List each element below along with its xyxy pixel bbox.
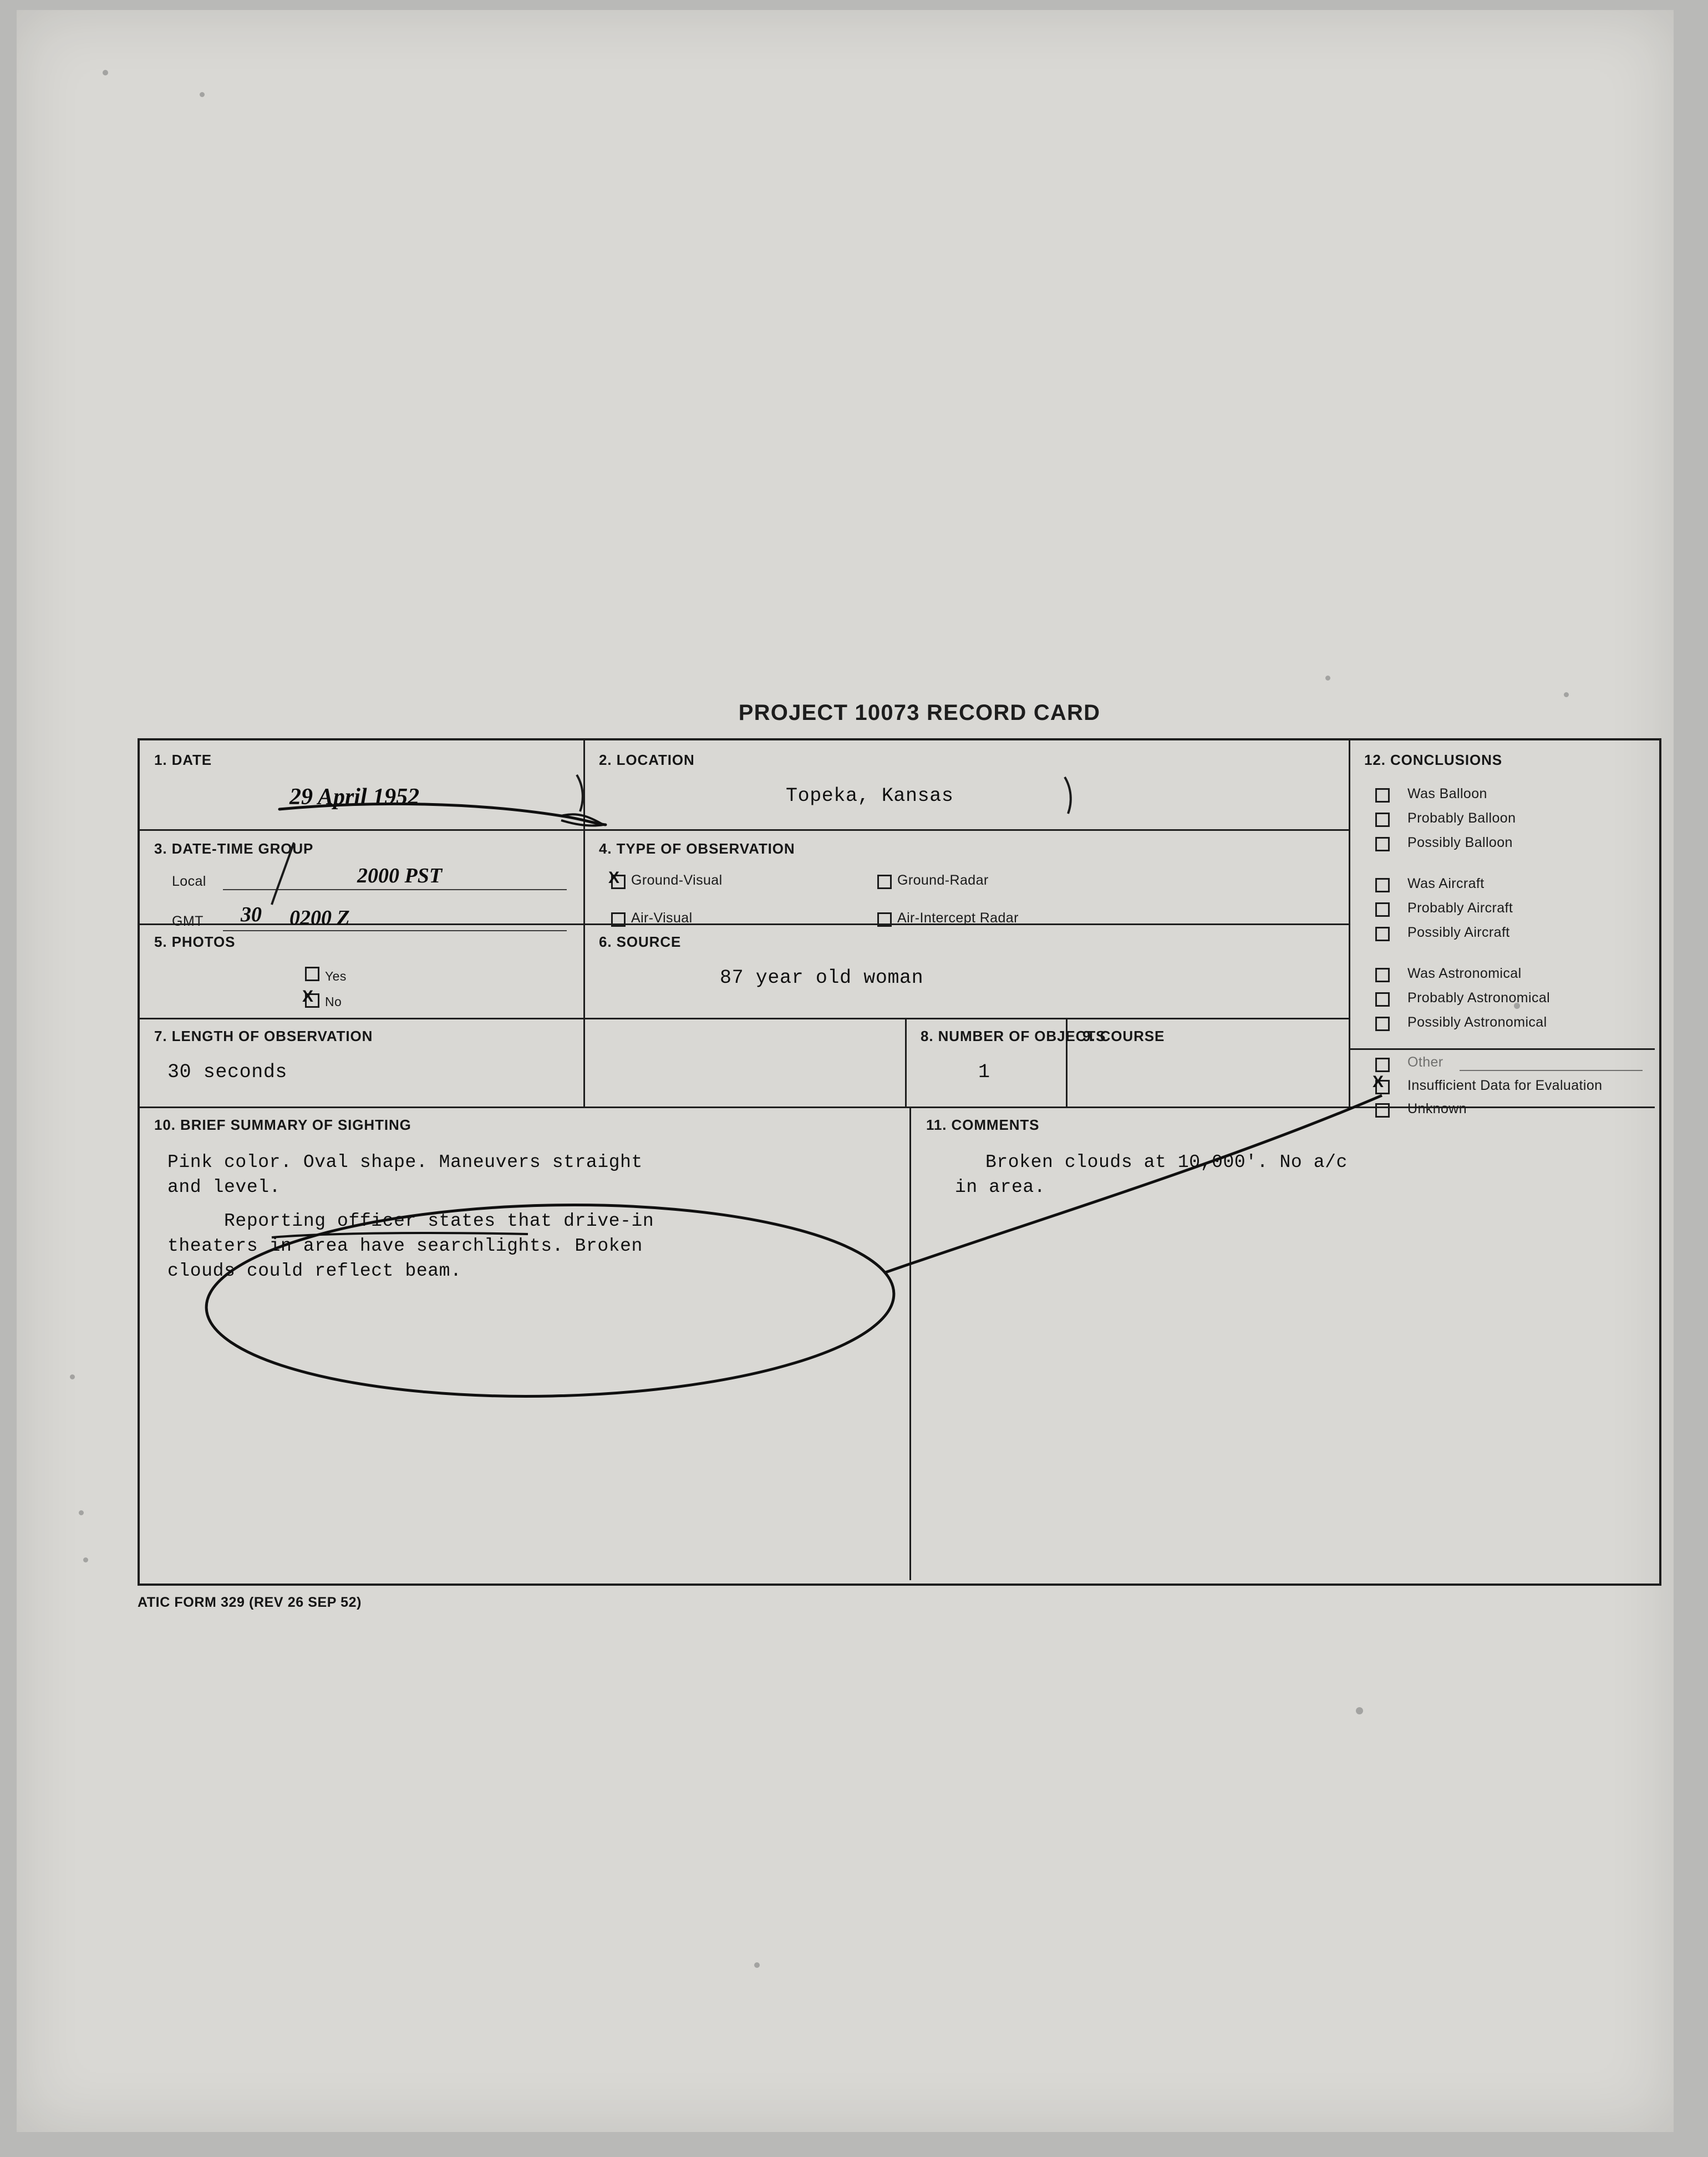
field-value-date: 29 April 1952 bbox=[289, 784, 420, 810]
option-label-possibly-aircraft: Possibly Aircraft bbox=[1407, 925, 1510, 940]
speckle bbox=[754, 1962, 760, 1968]
option-label-insufficient-data: Insufficient Data for Evaluation bbox=[1407, 1078, 1603, 1093]
gmt-value: 0200 Z bbox=[289, 906, 350, 930]
speckle bbox=[83, 1557, 88, 1562]
form-number: ATIC FORM 329 (REV 26 SEP 52) bbox=[138, 1595, 362, 1610]
option-label-possibly-balloon: Possibly Balloon bbox=[1407, 835, 1513, 850]
option-label-probably-astronomical: Probably Astronomical bbox=[1407, 990, 1551, 1006]
field-label-length-of-observation: 7. LENGTH OF OBSERVATION bbox=[154, 1028, 373, 1044]
field-label-number-of-objects: 8. NUMBER OF OBJECTS bbox=[921, 1028, 1106, 1044]
option-label-possibly-astronomical: Possibly Astronomical bbox=[1407, 1014, 1547, 1030]
checkbox-probably-aircraft[interactable] bbox=[1375, 902, 1390, 917]
option-label-air-visual: Air-Visual bbox=[631, 910, 693, 926]
fill-rule bbox=[1460, 1070, 1643, 1071]
checkbox-ground-radar[interactable] bbox=[877, 875, 892, 889]
option-label-probably-aircraft: Probably Aircraft bbox=[1407, 900, 1513, 916]
option-label-unknown: Unknown bbox=[1407, 1101, 1467, 1116]
ink-strikethrough-tail bbox=[561, 814, 603, 825]
field-label-brief-summary: 10. BRIEF SUMMARY OF SIGHTING bbox=[154, 1116, 411, 1133]
checkbox-photos-yes[interactable] bbox=[305, 967, 319, 981]
ink-mark-paren-location bbox=[1065, 777, 1071, 814]
checkbox-was-astronomical[interactable] bbox=[1375, 968, 1390, 982]
checkbox-air-visual[interactable] bbox=[611, 912, 626, 927]
page-title: PROJECT 10073 RECORD CARD bbox=[738, 701, 1101, 725]
summary-line: and level. bbox=[167, 1177, 281, 1197]
option-label-was-astronomical: Was Astronomical bbox=[1407, 966, 1522, 981]
summary-line: Pink color. Oval shape. Maneuvers straight bbox=[167, 1152, 643, 1173]
record-card bbox=[138, 701, 1657, 1610]
local-value: 2000 PST bbox=[357, 864, 443, 887]
fill-rule bbox=[223, 930, 567, 931]
speckle bbox=[70, 1374, 75, 1379]
document-page bbox=[17, 10, 1674, 2132]
field-value-brief-summary bbox=[167, 1152, 888, 1281]
checkmark-insufficient-data: X bbox=[1372, 1073, 1384, 1091]
option-label-air-intercept-radar: Air-Intercept Radar bbox=[897, 910, 1019, 926]
field-label-conclusions: 12. CONCLUSIONS bbox=[1364, 752, 1502, 768]
field-label-course: 9. COURSE bbox=[1082, 1028, 1165, 1044]
gmt-day: 30 bbox=[241, 903, 262, 926]
option-label-ground-radar: Ground-Radar bbox=[897, 872, 989, 888]
option-label-probably-balloon: Probably Balloon bbox=[1407, 810, 1516, 826]
checkbox-possibly-aircraft[interactable] bbox=[1375, 927, 1390, 941]
checkbox-other[interactable] bbox=[1375, 1058, 1390, 1072]
field-value-length-of-observation: 30 seconds bbox=[167, 1061, 288, 1083]
summary-line: clouds could reflect beam. bbox=[167, 1261, 462, 1281]
ink-mark-paren-date bbox=[577, 775, 583, 811]
field-label-comments: 11. COMMENTS bbox=[926, 1116, 1040, 1133]
option-label-ground-visual: Ground-Visual bbox=[631, 872, 723, 888]
option-label-was-balloon: Was Balloon bbox=[1407, 786, 1487, 801]
checkbox-unknown[interactable] bbox=[1375, 1103, 1390, 1118]
checkmark-ground-visual: X bbox=[608, 869, 620, 887]
divider bbox=[905, 1018, 907, 1107]
speckle bbox=[1356, 1707, 1363, 1714]
field-label-photos: 5. PHOTOS bbox=[154, 933, 236, 950]
speckle bbox=[200, 92, 205, 97]
checkbox-possibly-balloon[interactable] bbox=[1375, 837, 1390, 851]
checkbox-possibly-astronomical[interactable] bbox=[1375, 1017, 1390, 1031]
summary-line: theaters in area have searchlights. Broken bbox=[167, 1236, 643, 1256]
divider bbox=[1349, 740, 1350, 1107]
divider bbox=[140, 829, 1349, 831]
option-label-photos-no: No bbox=[325, 994, 342, 1009]
checkbox-was-balloon[interactable] bbox=[1375, 788, 1390, 803]
field-value-location: Topeka, Kansas bbox=[786, 785, 954, 807]
speckle bbox=[1325, 676, 1330, 681]
checkbox-air-intercept-radar[interactable] bbox=[877, 912, 892, 927]
option-label-photos-yes: Yes bbox=[325, 969, 347, 983]
speckle bbox=[79, 1510, 84, 1515]
field-label-date: 1. DATE bbox=[154, 752, 212, 768]
fill-rule bbox=[223, 889, 567, 890]
checkbox-probably-balloon[interactable] bbox=[1375, 813, 1390, 827]
field-value-source: 87 year old woman bbox=[720, 967, 924, 989]
field-value-comments bbox=[955, 1152, 1620, 1197]
checkbox-probably-astronomical[interactable] bbox=[1375, 992, 1390, 1007]
field-value-number-of-objects: 1 bbox=[978, 1061, 990, 1083]
field-label-type-of-observation: 4. TYPE OF OBSERVATION bbox=[599, 840, 795, 857]
field-label-date-time-group: 3. DATE-TIME GROUP bbox=[154, 840, 314, 857]
speckle bbox=[103, 70, 108, 75]
checkmark-photos-no: X bbox=[302, 987, 314, 1006]
option-label-was-aircraft: Was Aircraft bbox=[1407, 876, 1485, 891]
divider bbox=[140, 1018, 1349, 1019]
gmt-label: GMT bbox=[172, 913, 204, 929]
field-label-source: 6. SOURCE bbox=[599, 933, 682, 950]
checkbox-was-aircraft[interactable] bbox=[1375, 878, 1390, 892]
option-label-other: Other bbox=[1407, 1054, 1443, 1070]
local-label: Local bbox=[172, 874, 206, 889]
divider bbox=[1349, 1048, 1655, 1050]
field-label-location: 2. LOCATION bbox=[599, 752, 695, 768]
divider bbox=[909, 1107, 911, 1580]
summary-line: Reporting officer states that drive-in bbox=[167, 1211, 654, 1231]
comment-line: Broken clouds at 10,000'. No a/c bbox=[985, 1152, 1348, 1173]
speckle bbox=[1564, 692, 1569, 697]
divider bbox=[583, 740, 585, 1107]
comment-line: in area. bbox=[955, 1177, 1046, 1197]
form-grid bbox=[138, 738, 1661, 1586]
